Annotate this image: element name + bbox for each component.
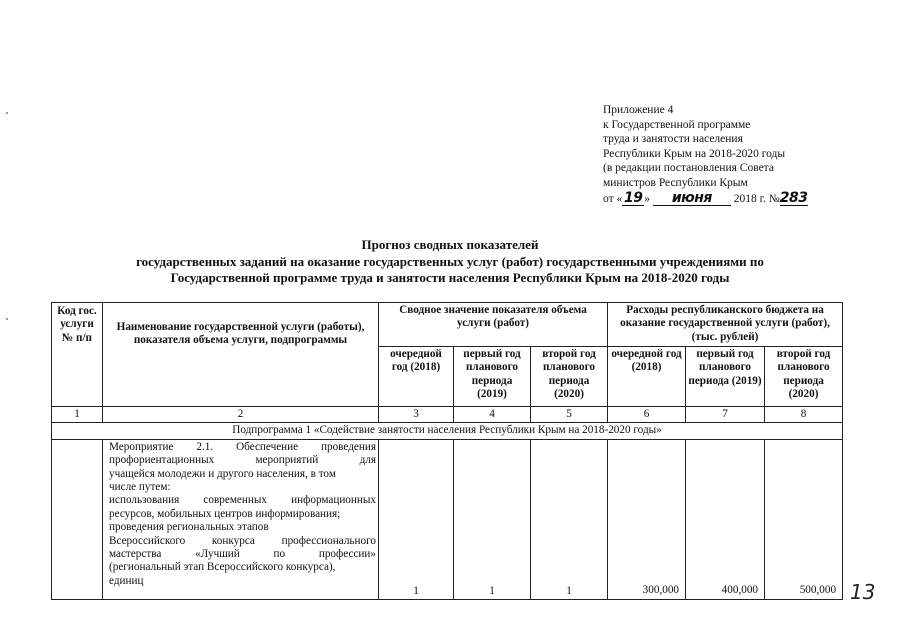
description-line: (региональный этап Всероссийского конкурса), bbox=[109, 561, 336, 574]
column-number: 1 bbox=[52, 407, 103, 423]
header-year-volume-2020: второй год планового периода (2020) bbox=[531, 347, 608, 407]
description-line: Мероприятие 2.1. Обеспечение проведения bbox=[109, 440, 376, 453]
value-budget-2019: 400,000 bbox=[686, 439, 765, 599]
appendix-block bbox=[603, 103, 893, 206]
subprogram-title: Подпрограмма 1 «Содействие занятости населения Республики Крым на 2018-2020 годы» bbox=[52, 423, 843, 439]
page-number-handwritten: 13 bbox=[850, 580, 876, 604]
forecast-table bbox=[51, 302, 843, 600]
subprogram-row bbox=[52, 423, 843, 439]
date-day-handwritten: 19 bbox=[624, 189, 643, 206]
description-line: профориентационных мероприятий для bbox=[109, 454, 376, 467]
row-code bbox=[52, 439, 103, 599]
header-year-budget-2018: очередной год (2018) bbox=[608, 347, 686, 407]
header-budget-group: Расходы республиканского бюджета на оказание государственной услуги (работ), (тыс. рублей) bbox=[608, 303, 843, 347]
value-budget-2020: 500,000 bbox=[765, 439, 843, 599]
description-line: числе путем: bbox=[109, 481, 171, 494]
appendix-line: Приложение 4 bbox=[603, 104, 674, 116]
title-line-3: Государственной программе труда и занятости населения Республики Крым на 2018-2020 годы bbox=[170, 270, 730, 285]
description-line: учащейся молодежи и другого населения, в том bbox=[109, 467, 336, 480]
appendix-line: Республики Крым на 2018-2020 годы bbox=[603, 147, 786, 160]
document-title bbox=[60, 237, 840, 287]
table-row bbox=[52, 439, 843, 599]
appendix-line: (в редакции постановления Совета bbox=[603, 162, 774, 175]
value-volume-2018: 1 bbox=[379, 439, 454, 599]
column-number: 5 bbox=[531, 407, 608, 423]
description-line: Всероссийского конкурса профессионального bbox=[109, 534, 376, 547]
appendix-line: к Государственной программе bbox=[603, 118, 751, 131]
date-prefix: от « bbox=[603, 192, 623, 205]
value-volume-2019: 1 bbox=[454, 439, 531, 599]
header-volume-group: Сводное значение показателя объема услуги (работ) bbox=[379, 303, 608, 347]
header-year-volume-2019: первый год планового периода (2019) bbox=[454, 347, 531, 407]
header-row-1 bbox=[52, 303, 843, 347]
column-number-row bbox=[52, 407, 843, 423]
description-line: использования современных информационных bbox=[109, 494, 376, 507]
appendix-date-line bbox=[603, 191, 893, 207]
title-line-1: Прогноз сводных показателей bbox=[361, 237, 539, 252]
appendix-line: министров Республики Крым bbox=[603, 176, 748, 189]
appendix-line: труда и занятости населения bbox=[603, 133, 743, 146]
column-number: 7 bbox=[686, 407, 765, 423]
header-year-volume-2018: очередной год (2018) bbox=[379, 347, 454, 407]
value-volume-2020: 1 bbox=[531, 439, 608, 599]
header-year-budget-2020: второй год планового периода (2020) bbox=[765, 347, 843, 407]
value-budget-2018: 300,000 bbox=[608, 439, 686, 599]
header-code: Код гос. услуги № п/п bbox=[52, 303, 103, 407]
row-description bbox=[103, 439, 379, 599]
column-number: 6 bbox=[608, 407, 686, 423]
description-line: единиц bbox=[109, 574, 144, 587]
decree-number-handwritten: 283 bbox=[779, 189, 808, 206]
date-year: 2018 г. № bbox=[733, 192, 780, 205]
date-quote: » bbox=[644, 192, 650, 205]
description-line: ресурсов, мобильных центров информирования; bbox=[109, 507, 341, 520]
column-number: 4 bbox=[454, 407, 531, 423]
column-number: 3 bbox=[379, 407, 454, 423]
column-number: 8 bbox=[765, 407, 843, 423]
title-line-2: государственных заданий на оказание государственных услуг (работ) государственными учреждениями по bbox=[136, 253, 764, 269]
description-line: мастерства «Лучший по профессии» bbox=[109, 548, 376, 561]
description-line: проведения региональных этапов bbox=[109, 521, 269, 534]
column-number: 2 bbox=[103, 407, 379, 423]
date-month-handwritten: июня bbox=[653, 191, 731, 207]
scan-speck bbox=[6, 112, 8, 114]
header-year-budget-2019: первый год планового периода (2019) bbox=[686, 347, 765, 407]
scan-speck bbox=[6, 318, 8, 320]
header-name: Наименование государственной услуги (работы), показателя объема услуги, подпрограммы bbox=[103, 303, 379, 407]
